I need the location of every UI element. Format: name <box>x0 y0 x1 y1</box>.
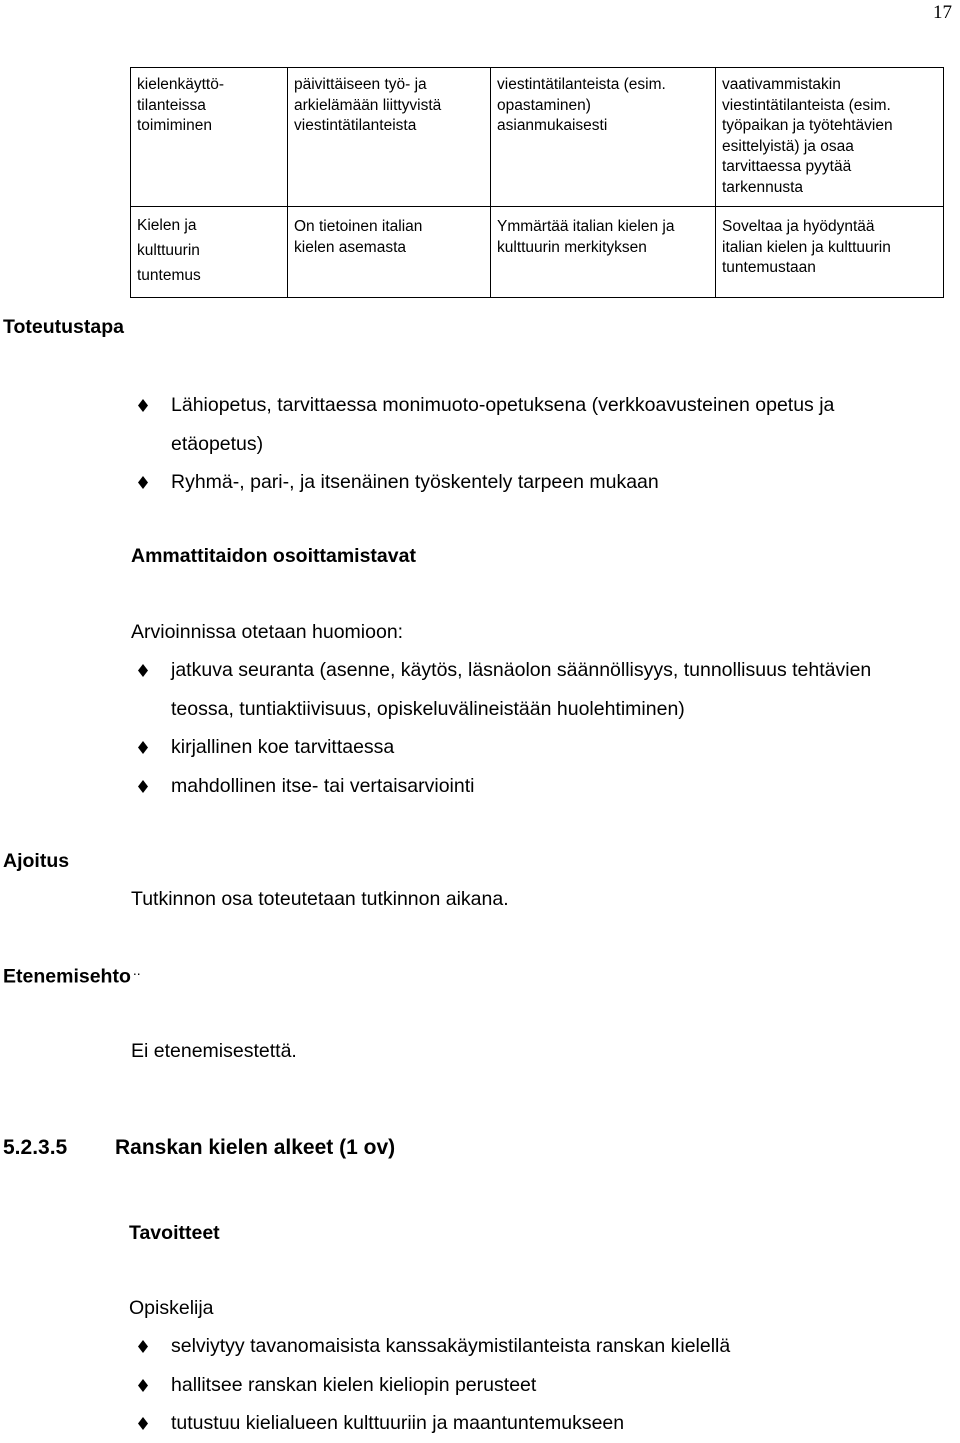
list-item <box>138 463 834 502</box>
tavoitteet-list <box>138 1327 730 1443</box>
heading-text: Etenemisehto <box>3 965 131 988</box>
list-item <box>138 1327 730 1366</box>
list-item-text: teossa, tuntiaktiivisuus, opiskeluvälineistään huolehtiminen) <box>171 697 685 720</box>
diamond-bullet-icon <box>138 476 148 489</box>
ajoitus-text: Tutkinnon osa toteutetaan tutkinnon aikana. <box>131 888 509 910</box>
diamond-bullet-icon <box>138 664 148 677</box>
table-cell: On tietoinen italian kielen asemasta <box>288 207 491 298</box>
list-item-continuation <box>138 690 871 729</box>
table-cell: viestintätilanteista (esim. opastaminen) asianmukaisesti <box>491 68 716 207</box>
list-item-text: etäopetus) <box>171 432 264 455</box>
table-row <box>131 207 944 298</box>
table-row <box>131 68 944 207</box>
etenemisehto-text: Ei etenemisestettä. <box>131 1040 297 1062</box>
heading-etenemisehto <box>3 962 141 989</box>
list-item-text: mahdollinen itse- tai vertaisarviointi <box>171 774 475 797</box>
opiskelija-label: Opiskelija <box>129 1297 214 1319</box>
list-item-text: Lähiopetus, tarvittaessa monimuoto-opetuksena (verkkoavusteinen opetus ja <box>171 394 835 416</box>
list-item-text: Ryhmä-, pari-, ja itsenäinen työskentely tarpeen mukaan <box>171 471 659 493</box>
table-cell: kielenkäyttö- tilanteissa toimiminen <box>131 68 288 207</box>
heading-toteutustapa: Toteutustapa <box>3 316 124 338</box>
list-item <box>138 1366 730 1405</box>
criteria-table <box>130 67 944 298</box>
list-item-text: jatkuva seuranta (asenne, käytös, läsnäolon säännöllisyys, tunnollisuus tehtävien <box>171 659 872 681</box>
list-item <box>138 651 871 690</box>
page-number: 17 <box>933 2 952 23</box>
table-cell: Soveltaa ja hyödyntää italian kielen ja kulttuurin tuntemustaan <box>716 207 944 298</box>
list-item <box>138 1404 730 1443</box>
diamond-bullet-icon <box>138 1417 148 1430</box>
diamond-bullet-icon <box>138 399 148 412</box>
arviointi-intro: Arvioinnissa otetaan huomioon: <box>131 621 404 643</box>
table-cell: Kielen ja kulttuurin tuntemus <box>131 207 288 298</box>
arviointi-list <box>138 651 871 805</box>
list-item <box>138 767 871 806</box>
section-title: Ranskan kielen alkeet (1 ov) <box>115 1136 396 1159</box>
table-cell: vaativammistakin viestintätilanteista (esim. työpaikan ja työtehtävien esittelyistä) ja osaa tarvittaessa pyytää tarkennusta <box>716 68 944 207</box>
list-item <box>138 728 871 767</box>
diamond-bullet-icon <box>138 780 148 793</box>
diamond-bullet-icon <box>138 1379 148 1392</box>
toteutustapa-list <box>138 386 834 502</box>
diamond-bullet-icon <box>138 1340 148 1353</box>
section-number: 5.2.3.5 <box>3 1136 68 1159</box>
list-item-text: tutustuu kielialueen kulttuuriin ja maantuntemukseen <box>171 1412 625 1434</box>
table-cell: päivittäiseen työ- ja arkielämään liittyvistä viestintätilanteista <box>288 68 491 207</box>
list-item-text: kirjallinen koe tarvittaessa <box>171 736 395 758</box>
list-item <box>138 386 834 425</box>
table-cell: Ymmärtää italian kielen ja kulttuurin merkityksen <box>491 207 716 298</box>
heading-ajoitus: Ajoitus <box>3 850 70 872</box>
list-item-text: selviytyy tavanomaisista kanssakäymistilanteista ranskan kielellä <box>171 1335 731 1357</box>
heading-ammattitaidon-osoittamistavat: Ammattitaidon osoittamistavat <box>131 545 416 567</box>
diamond-bullet-icon <box>138 741 148 754</box>
list-item-text: hallitsee ranskan kielen kieliopin perusteet <box>171 1373 537 1396</box>
footnote-mark: .. <box>132 962 141 978</box>
list-item-continuation <box>138 425 834 464</box>
heading-tavoitteet: Tavoitteet <box>129 1222 220 1244</box>
